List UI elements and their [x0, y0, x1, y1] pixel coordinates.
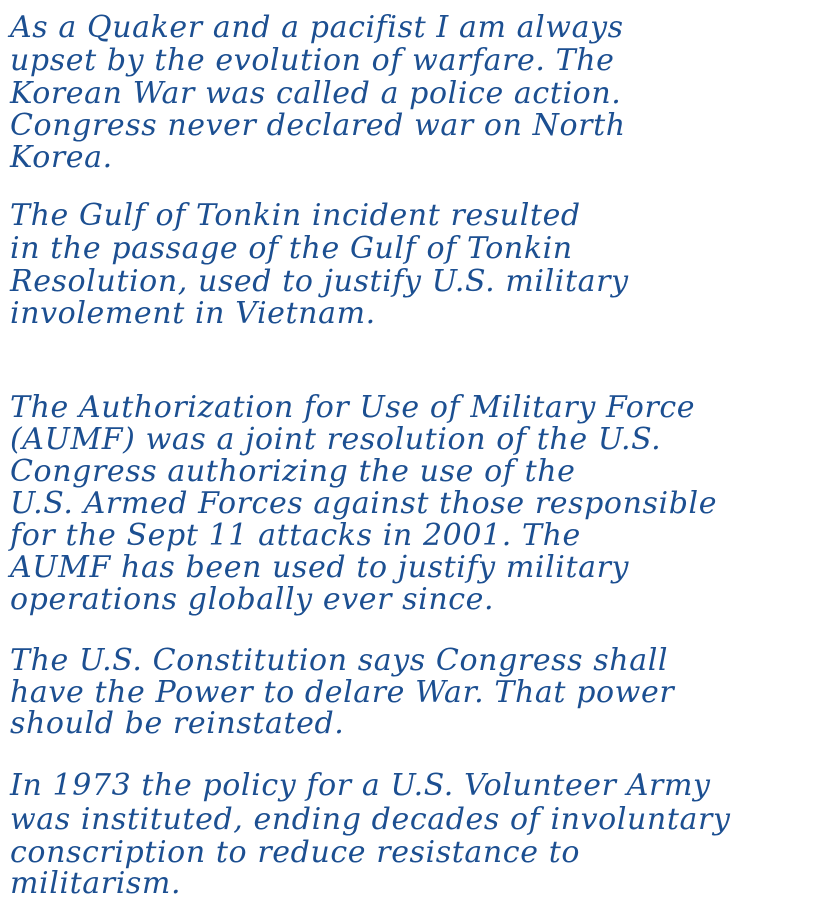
paragraph-1-line-5: Korea.	[10, 140, 113, 175]
paragraph-5-line-1: In 1973 the policy for a U.S. Volunteer Army	[10, 768, 711, 803]
paragraph-1-line-1: As a Quaker and a pacifist I am always	[10, 10, 624, 45]
paragraph-5-line-3: conscription to reduce resistance to	[10, 835, 581, 870]
paragraph-5-line-2: was instituted, ending decades of involuntary	[10, 802, 731, 837]
paragraph-5-line-4: militarism.	[10, 866, 182, 901]
paragraph-2-line-2: in the passage of the Gulf of Tonkin	[10, 231, 573, 266]
paragraph-4-line-3: should be reinstated.	[10, 706, 345, 741]
paragraph-3-line-5: for the Sept 11 attacks in 2001. The	[10, 518, 581, 553]
paragraph-1-line-4: Congress never declared war on North	[10, 108, 626, 143]
paragraph-4-line-1: The U.S. Constitution says Congress shall	[10, 643, 669, 678]
paragraph-3-line-6: AUMF has been used to justify military	[10, 550, 630, 585]
paragraph-3-line-1: The Authorization for Use of Military Force	[10, 390, 696, 425]
paragraph-3-line-3: Congress authorizing the use of the	[10, 454, 576, 489]
paragraph-4-line-2: have the Power to delare War. That power	[10, 675, 675, 710]
paragraph-1-line-2: upset by the evolution of warfare. The	[10, 43, 615, 78]
paragraph-2-line-1: The Gulf of Tonkin incident resulted	[10, 198, 581, 233]
paragraph-3-line-4: U.S. Armed Forces against those responsible	[10, 486, 718, 521]
paragraph-3-line-7: operations globally ever since.	[10, 582, 495, 617]
paragraph-2-line-3: Resolution, used to justify U.S. military	[10, 264, 629, 299]
paragraph-2-line-4: involement in Vietnam.	[10, 296, 376, 331]
paragraph-3-line-2: (AUMF) was a joint resolution of the U.S.	[10, 422, 662, 457]
paragraph-1-line-3: Korean War was called a police action.	[10, 76, 622, 111]
